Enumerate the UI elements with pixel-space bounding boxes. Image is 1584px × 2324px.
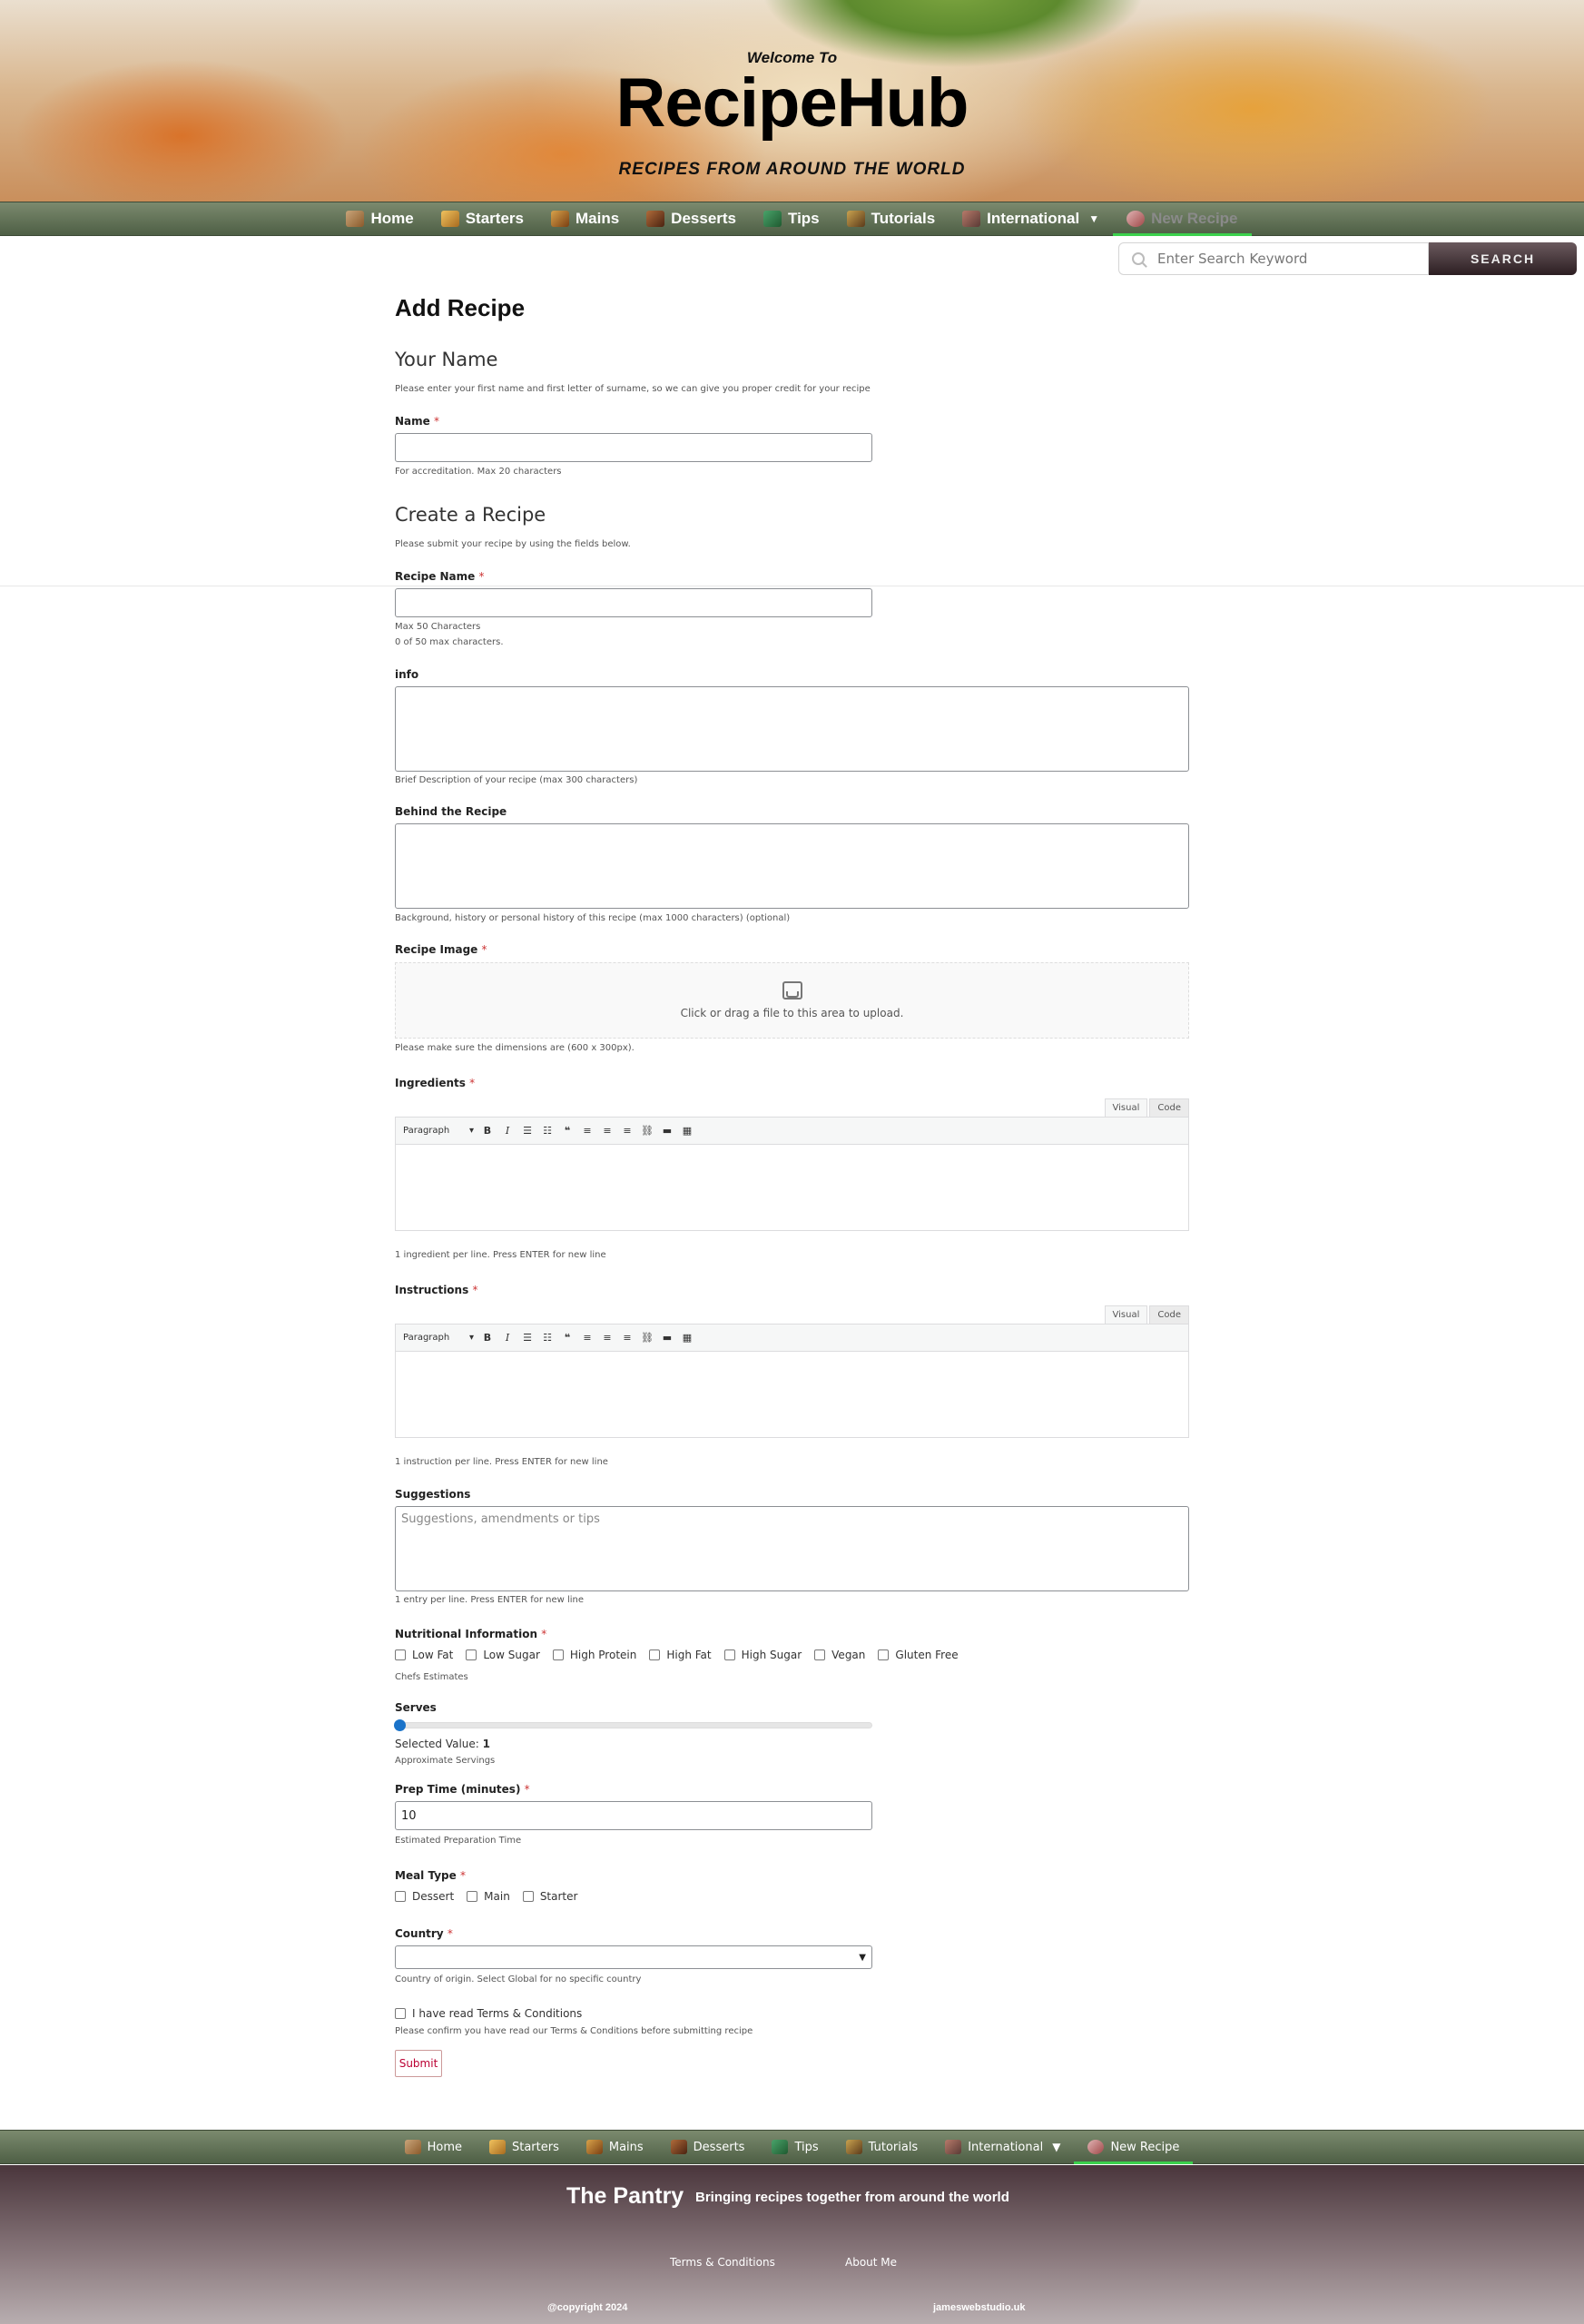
your-name-heading: Your Name <box>395 349 498 370</box>
checkbox[interactable] <box>395 1891 406 1902</box>
info-textarea[interactable] <box>395 686 1189 772</box>
tips-icon <box>772 2140 788 2154</box>
new-recipe-icon <box>1087 2140 1104 2154</box>
upload-text: Click or drag a file to this area to upload. <box>680 1007 904 1019</box>
create-recipe-heading: Create a Recipe <box>395 504 546 526</box>
footer-title: The Pantry <box>566 2183 684 2209</box>
search-icon <box>1132 252 1145 265</box>
prep-time-help: Estimated Preparation Time <box>395 1836 522 1846</box>
required-mark: * <box>433 415 439 428</box>
behind-recipe-label: Behind the Recipe <box>395 805 507 818</box>
nutrition-label <box>395 1628 546 1640</box>
nav-label: International <box>987 210 1080 227</box>
nav-mains[interactable] <box>537 202 633 235</box>
nav-tutorials[interactable] <box>832 2131 932 2163</box>
instructions-edit-area[interactable] <box>396 1352 1188 1437</box>
site-tagline: RECIPES FROM AROUND THE WORLD <box>618 160 966 179</box>
slider-handle[interactable] <box>394 1719 406 1731</box>
nutrition-help: Chefs Estimates <box>395 1672 468 1682</box>
instructions-editor-tabs <box>395 1305 1189 1324</box>
nav-label: Home <box>427 2140 462 2154</box>
format-value: Paragraph <box>403 1333 450 1343</box>
checkbox-low-fat[interactable] <box>395 1649 453 1661</box>
instructions-editor <box>395 1324 1189 1438</box>
checkbox-label: Low Sugar <box>483 1649 540 1661</box>
ingredients-edit-area[interactable] <box>396 1145 1188 1230</box>
checkbox-label: High Protein <box>569 1649 637 1661</box>
home-icon <box>405 2140 421 2154</box>
chevron-down-icon: ▾ <box>468 1333 474 1343</box>
instructions-help: 1 instruction per line. Press ENTER for new line <box>395 1457 608 1467</box>
checkbox-label: Main <box>484 1890 510 1903</box>
prep-time-field[interactable]: 10 <box>395 1801 872 1830</box>
checkbox-dessert[interactable] <box>395 1890 454 1903</box>
ingredients-help: 1 ingredient per line. Press ENTER for new line <box>395 1250 606 1260</box>
checkbox[interactable] <box>878 1649 889 1660</box>
terms-checkbox[interactable] <box>395 2007 582 2020</box>
behind-recipe-help: Background, history or personal history of this recipe (max 1000 characters) (optional) <box>395 913 791 923</box>
align-right-icon[interactable]: ≡ <box>623 1125 632 1137</box>
name-label <box>395 415 439 428</box>
nav-label: Home <box>370 210 414 227</box>
checkbox-vegan[interactable] <box>814 1649 865 1661</box>
blockquote-icon[interactable]: ❝ <box>564 1332 571 1344</box>
required-mark: * <box>478 570 485 583</box>
nav-home[interactable] <box>391 2131 476 2163</box>
suggestions-label: Suggestions <box>395 1488 471 1501</box>
checkbox[interactable] <box>467 1891 477 1902</box>
nav-label: Tutorials <box>871 210 936 227</box>
checkbox-label: Gluten Free <box>895 1649 959 1661</box>
nav-tips[interactable] <box>758 2131 831 2163</box>
name-field[interactable] <box>395 433 872 462</box>
suggestions-textarea[interactable]: Suggestions, amendments or tips <box>395 1506 1189 1591</box>
checkbox-high-protein[interactable] <box>553 1649 636 1661</box>
label-text: Ingredients <box>395 1077 466 1089</box>
tab-code[interactable]: Code <box>1149 1098 1189 1117</box>
nav-label: Tutorials <box>868 2140 919 2154</box>
align-right-icon[interactable]: ≡ <box>623 1332 632 1344</box>
serves-help: Approximate Servings <box>395 1756 496 1766</box>
checkbox[interactable] <box>724 1649 735 1660</box>
nav-international[interactable] <box>949 202 1113 235</box>
checkbox-high-sugar[interactable] <box>724 1649 802 1661</box>
checkbox-label: Vegan <box>831 1649 866 1661</box>
nav-label: Tips <box>794 2140 819 2154</box>
format-value: Paragraph <box>403 1126 450 1136</box>
search-field[interactable] <box>1118 242 1429 275</box>
align-center-icon[interactable]: ≡ <box>603 1332 612 1344</box>
italic-icon[interactable]: I <box>505 1125 510 1137</box>
nav-starters[interactable] <box>476 2131 573 2163</box>
required-mark: * <box>459 1869 466 1882</box>
ingredients-label <box>395 1077 475 1089</box>
nav-new-recipe[interactable] <box>1113 202 1251 235</box>
chevron-down-icon: ▾ <box>468 1126 474 1136</box>
checkbox[interactable] <box>814 1649 825 1660</box>
label-text: Country <box>395 1927 444 1940</box>
checkbox[interactable] <box>395 1649 406 1660</box>
serves-selected <box>395 1738 490 1750</box>
add-recipe-form <box>395 290 1189 2070</box>
checkbox-starter[interactable] <box>523 1890 578 1903</box>
page-title: Add Recipe <box>395 294 526 321</box>
checkbox-main[interactable] <box>467 1890 510 1903</box>
nav-label: Tips <box>788 210 820 227</box>
tips-icon <box>763 211 782 227</box>
country-label <box>395 1927 453 1940</box>
label-text: Recipe Name <box>395 570 476 583</box>
required-mark: * <box>541 1628 547 1640</box>
label-text: Recipe Image <box>395 943 478 956</box>
site-title[interactable]: RecipeHub <box>615 64 969 142</box>
nav-label: Mains <box>575 210 620 227</box>
bold-icon[interactable]: B <box>483 1332 492 1344</box>
nav-tutorials[interactable] <box>833 202 949 235</box>
tab-visual[interactable]: Visual <box>1105 1305 1148 1324</box>
submit-button[interactable]: Submit <box>395 2050 442 2077</box>
nav-mains[interactable] <box>573 2131 657 2163</box>
mains-icon <box>551 211 569 227</box>
link-icon[interactable]: ⛓ <box>641 1125 654 1137</box>
format-select[interactable] <box>399 1333 477 1343</box>
nav-label: New Recipe <box>1110 2140 1180 2154</box>
starters-icon <box>441 211 459 227</box>
toolbar-toggle-icon[interactable]: ▦ <box>682 1125 693 1137</box>
footer-link-about[interactable]: About Me <box>845 2256 898 2269</box>
align-left-icon[interactable]: ≡ <box>583 1332 592 1344</box>
international-icon <box>962 211 980 227</box>
numbered-list-icon[interactable]: ☷ <box>543 1332 552 1344</box>
checkbox[interactable] <box>523 1891 534 1902</box>
format-select[interactable] <box>399 1126 477 1136</box>
recipe-name-help: Max 50 Characters <box>395 622 481 632</box>
hero-banner <box>0 0 1584 202</box>
starters-icon <box>489 2140 506 2154</box>
tutorials-icon <box>847 211 865 227</box>
nav-tips[interactable] <box>750 202 833 235</box>
checkbox-gluten-free[interactable] <box>878 1649 958 1661</box>
bullet-list-icon[interactable]: ☰ <box>523 1332 532 1344</box>
toolbar-toggle-icon[interactable]: ▦ <box>682 1332 693 1344</box>
desserts-icon <box>671 2140 687 2154</box>
chevron-down-icon: ▼ <box>1052 2141 1061 2153</box>
horizontal-rule-icon[interactable]: ▬ <box>662 1125 673 1137</box>
checkbox[interactable] <box>466 1649 477 1660</box>
recipe-image-label <box>395 943 487 956</box>
serves-slider[interactable] <box>395 1722 872 1728</box>
nav-label: New Recipe <box>1151 210 1238 227</box>
checkbox[interactable] <box>649 1649 660 1660</box>
image-upload-dropzone[interactable] <box>395 962 1189 1039</box>
align-left-icon[interactable]: ≡ <box>583 1125 592 1137</box>
checkbox-label: High Fat <box>666 1649 712 1661</box>
main-nav <box>0 202 1584 236</box>
prep-time-label <box>395 1783 530 1796</box>
blockquote-icon[interactable]: ❝ <box>564 1125 571 1137</box>
copyright: @copyright 2024 <box>547 2302 628 2313</box>
link-icon[interactable]: ⛓ <box>641 1332 654 1344</box>
tab-code[interactable]: Code <box>1149 1305 1189 1324</box>
checkbox-low-sugar[interactable] <box>466 1649 540 1661</box>
nav-home[interactable] <box>332 202 427 235</box>
instructions-label <box>395 1284 477 1296</box>
checkbox-label: Starter <box>539 1890 578 1903</box>
behind-recipe-textarea[interactable] <box>395 823 1189 909</box>
ingredients-editor <box>395 1117 1189 1231</box>
desserts-icon <box>646 211 664 227</box>
label-text: Nutritional Information <box>395 1628 538 1640</box>
create-recipe-intro: Please submit your recipe by using the fields below. <box>395 539 631 549</box>
nav-label: Mains <box>608 2140 644 2154</box>
label-text: Meal Type <box>395 1869 457 1882</box>
search-bar <box>1118 242 1577 275</box>
numbered-list-icon[interactable]: ☷ <box>543 1125 552 1137</box>
nav-starters[interactable] <box>428 202 537 235</box>
required-mark: * <box>524 1783 530 1796</box>
international-icon <box>945 2140 961 2154</box>
label-text: Name <box>395 415 430 428</box>
mains-icon <box>586 2140 603 2154</box>
italic-icon[interactable]: I <box>505 1332 510 1344</box>
footer-link-terms[interactable]: Terms & Conditions <box>670 2256 775 2269</box>
horizontal-rule-icon[interactable]: ▬ <box>662 1332 673 1344</box>
checkbox-high-fat[interactable] <box>649 1649 711 1661</box>
label-text: Prep Time (minutes) <box>395 1783 521 1796</box>
nav-international[interactable] <box>931 2131 1074 2163</box>
nav-new-recipe[interactable] <box>1074 2131 1193 2163</box>
required-mark: * <box>481 943 487 956</box>
recipe-name-label <box>395 570 484 583</box>
checkbox-label: High Sugar <box>741 1649 802 1661</box>
selected-value: 1 <box>482 1738 491 1750</box>
nav-label: Starters <box>511 2140 559 2154</box>
footer-nav <box>0 2130 1584 2164</box>
footer-site-link[interactable]: jameswebstudio.uk <box>933 2302 1026 2313</box>
nav-label: Desserts <box>693 2140 745 2154</box>
required-mark: * <box>472 1284 478 1296</box>
tutorials-icon <box>846 2140 862 2154</box>
meal-type-label <box>395 1869 466 1882</box>
recipe-name-field[interactable] <box>395 588 872 617</box>
country-help: Country of origin. Select Global for no specific country <box>395 1974 642 1984</box>
site-footer <box>0 2165 1584 2324</box>
editor-toolbar <box>396 1324 1188 1352</box>
chevron-down-icon: ▼ <box>859 1952 866 1963</box>
nav-label: Desserts <box>671 210 736 227</box>
search-button[interactable]: SEARCH <box>1429 242 1577 275</box>
recipe-image-help: Please make sure the dimensions are (600 x 300px). <box>395 1043 635 1053</box>
welcome-text: Welcome To <box>746 49 838 66</box>
required-mark: * <box>447 1927 453 1940</box>
recipe-name-counter: 0 of 50 max characters. <box>395 637 504 647</box>
terms-help: Please confirm you have read our Terms & Conditions before submitting recipe <box>395 2026 753 2036</box>
align-center-icon[interactable]: ≡ <box>603 1125 612 1137</box>
name-help: For accreditation. Max 20 characters <box>395 467 562 477</box>
checkbox[interactable] <box>395 2008 406 2019</box>
checkbox[interactable] <box>553 1649 564 1660</box>
selected-prefix: Selected Value: <box>395 1738 479 1750</box>
serves-label: Serves <box>395 1701 437 1714</box>
tab-visual[interactable]: Visual <box>1105 1098 1148 1117</box>
your-name-intro: Please enter your first name and first letter of surname, so we can give you proper credit for your recipe <box>395 384 871 394</box>
chevron-down-icon: ▼ <box>1088 212 1100 225</box>
footer-description: Bringing recipes together from around the world <box>695 2190 1009 2205</box>
bold-icon[interactable]: B <box>483 1125 492 1137</box>
info-help: Brief Description of your recipe (max 300 characters) <box>395 775 638 785</box>
nav-desserts[interactable] <box>657 2131 759 2163</box>
terms-label: I have read Terms & Conditions <box>412 2007 583 2020</box>
inbox-icon <box>782 981 802 1000</box>
home-icon <box>346 211 364 227</box>
required-mark: * <box>469 1077 476 1089</box>
bullet-list-icon[interactable]: ☰ <box>523 1125 532 1137</box>
nav-label: International <box>968 2140 1044 2154</box>
nav-desserts[interactable] <box>633 202 750 235</box>
ingredients-editor-tabs <box>395 1098 1189 1117</box>
editor-toolbar <box>396 1118 1188 1145</box>
nav-label: Starters <box>465 210 524 227</box>
country-select[interactable] <box>395 1945 872 1969</box>
meal-type-options <box>395 1890 590 1903</box>
info-label: info <box>395 668 419 681</box>
suggestions-help: 1 entry per line. Press ENTER for new line <box>395 1595 585 1605</box>
label-text: Instructions <box>395 1284 469 1296</box>
checkbox-label: Low Fat <box>412 1649 454 1661</box>
search-input[interactable] <box>1157 251 1402 267</box>
checkbox-label: Dessert <box>412 1890 455 1903</box>
new-recipe-icon <box>1127 211 1145 227</box>
nutrition-options <box>395 1649 971 1661</box>
